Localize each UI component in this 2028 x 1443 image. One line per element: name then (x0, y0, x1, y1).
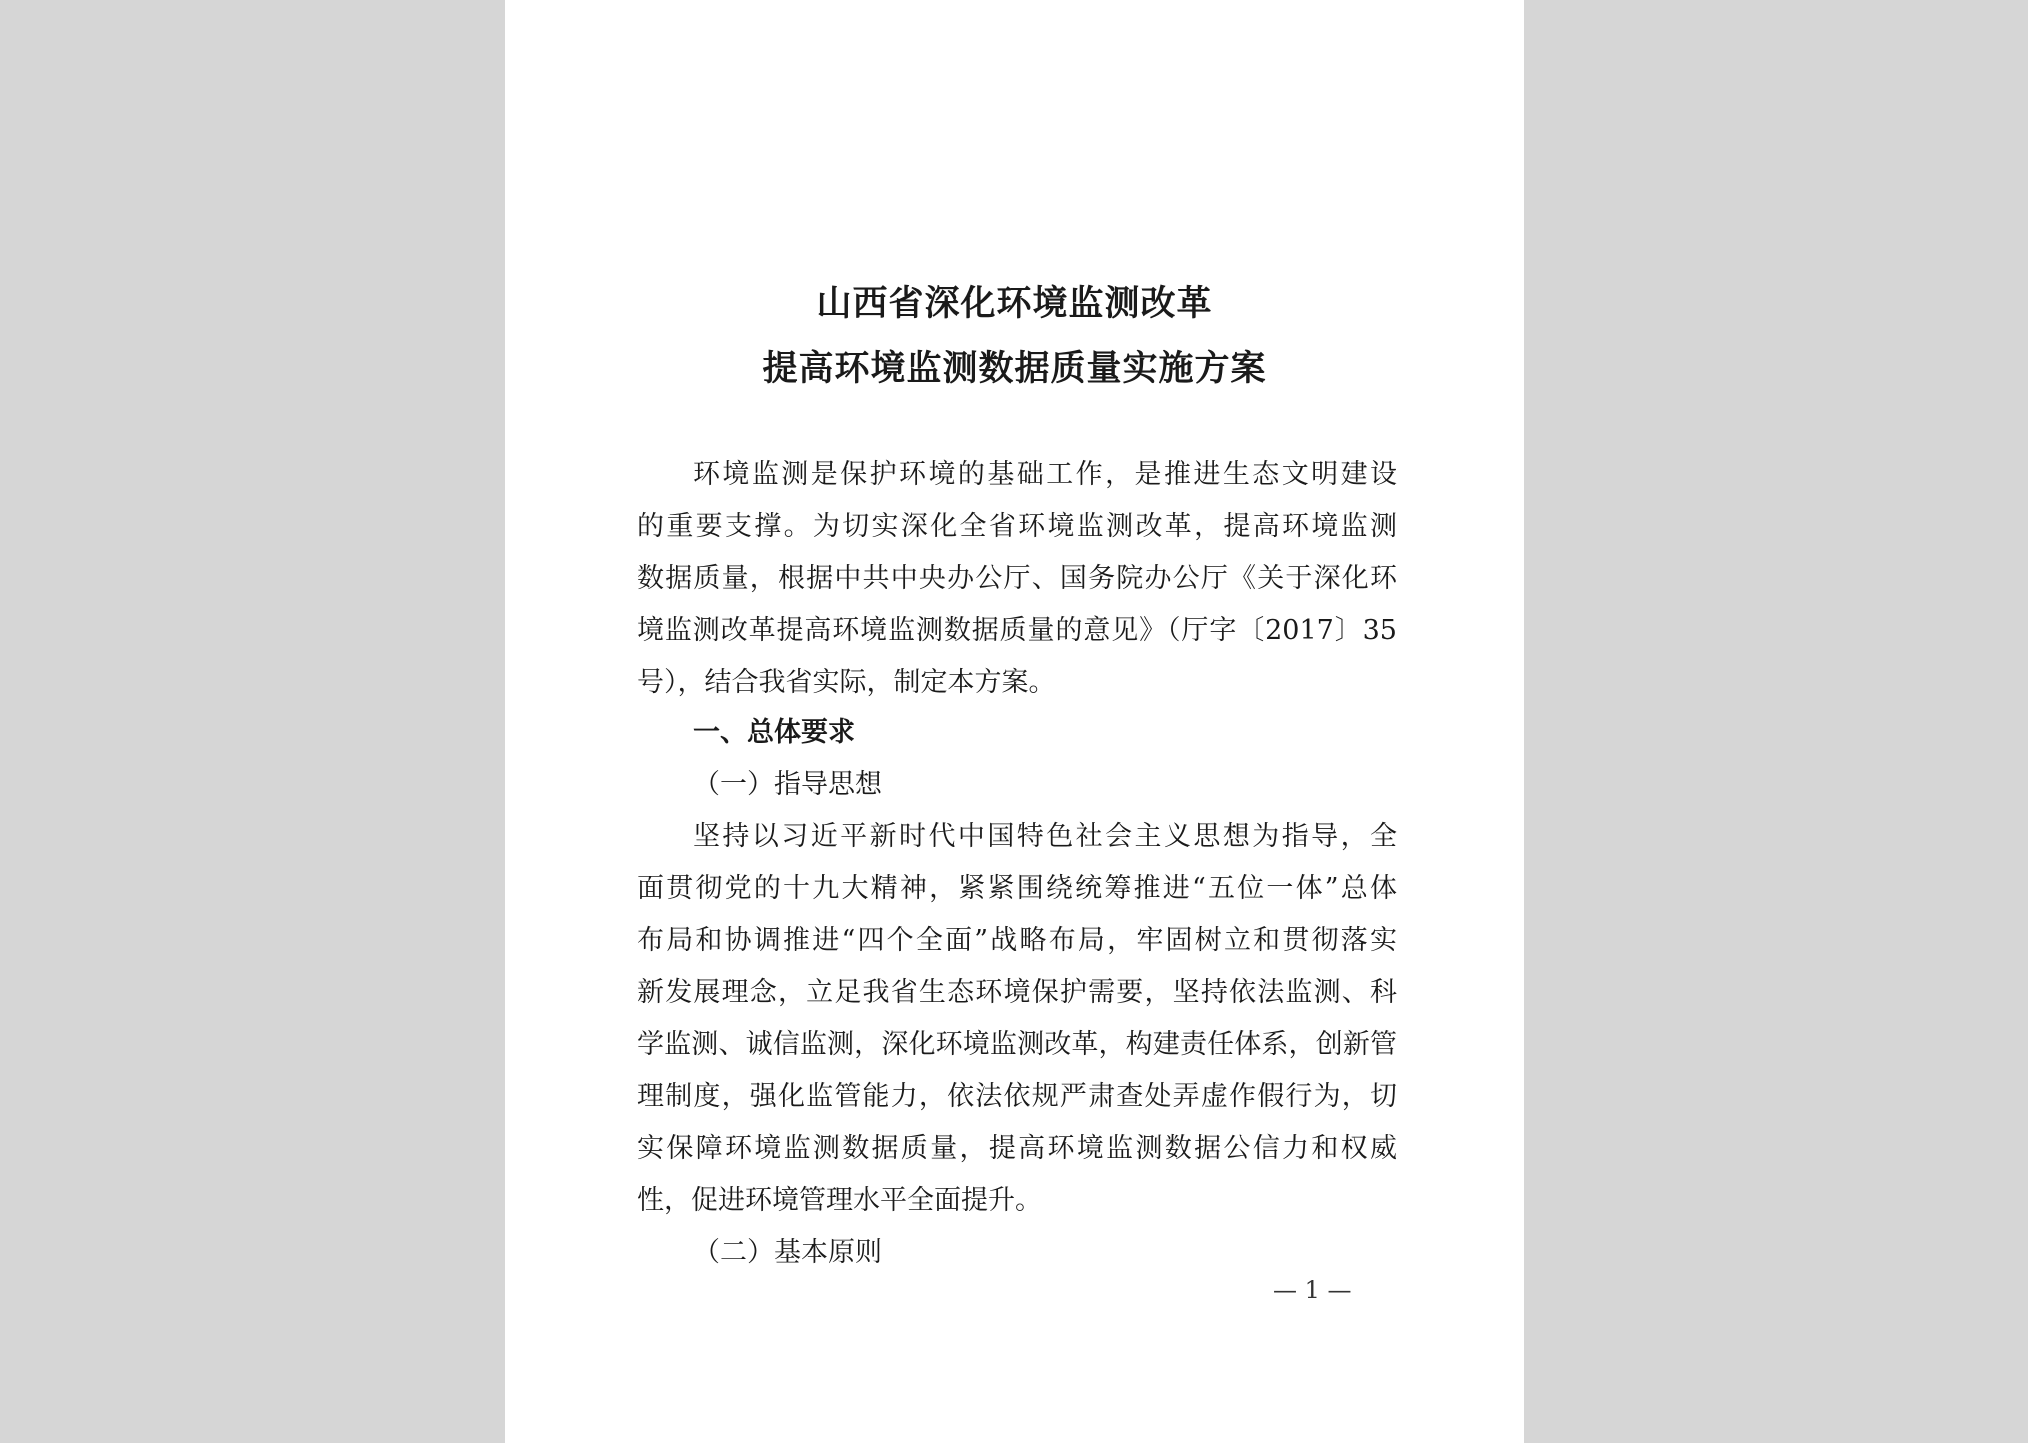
page-number: — 1 — (1273, 1276, 1352, 1304)
guiding-line: 学监测、诚信监测，深化环境监测改革，构建责任体系，创新管 (637, 1029, 1397, 1060)
intro-line: 环境监测是保护环境的基础工作，是推进生态文明建设 (693, 459, 1397, 490)
intro-line: 号），结合我省实际，制定本方案。 (637, 667, 1056, 698)
subsection-heading: （一）指导思想 (693, 769, 882, 800)
document-title-line-1: 山西省深化环境监测改革 (816, 284, 1213, 324)
intro-line: 的重要支撑。为切实深化全省环境监测改革，提高环境监测 (637, 511, 1397, 542)
guiding-line: 实保障环境监测数据质量，提高环境监测数据公信力和权威 (637, 1133, 1397, 1164)
document-page (505, 0, 1524, 1443)
document-title-line-2: 提高环境监测数据质量实施方案 (762, 349, 1267, 389)
subsection-heading: （二）基本原则 (693, 1237, 882, 1268)
guiding-line: 新发展理念，立足我省生态环境保护需要，坚持依法监测、科 (637, 977, 1397, 1008)
guiding-line: 面贯彻党的十九大精神，紧紧围绕统筹推进“五位一体”总体 (637, 873, 1397, 904)
guiding-line: 理制度，强化监管能力，依法依规严肃查处弄虚作假行为，切 (637, 1081, 1397, 1112)
intro-line: 数据质量，根据中共中央办公厅、国务院办公厅《关于深化环 (637, 563, 1397, 594)
intro-line: 境监测改革提高环境监测数据质量的意见》（厅字〔2017〕35 (637, 615, 1397, 646)
guiding-line: 性，促进环境管理水平全面提升。 (637, 1185, 1042, 1216)
guiding-line: 坚持以习近平新时代中国特色社会主义思想为指导，全 (693, 821, 1397, 852)
guiding-line: 布局和协调推进“四个全面”战略布局，牢固树立和贯彻落实 (637, 925, 1397, 956)
section-heading: 一、总体要求 (693, 717, 855, 748)
